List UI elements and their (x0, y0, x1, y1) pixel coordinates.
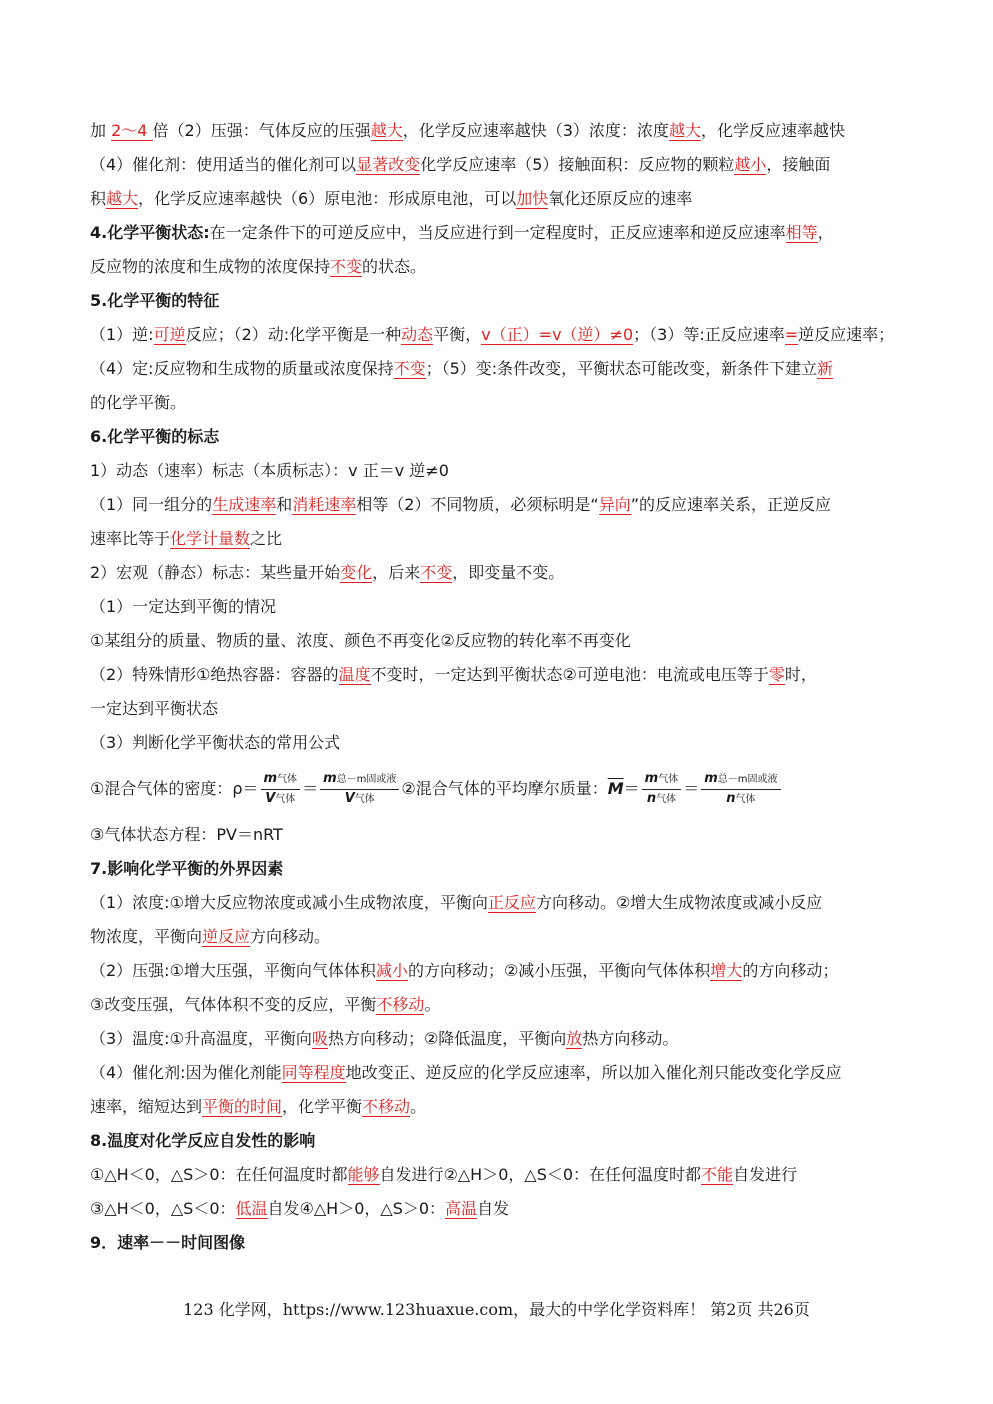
numerator-subscript: 总－m固或液 (336, 774, 397, 785)
text-segment: ＝ (683, 779, 700, 798)
text-line (90, 148, 912, 182)
text-line (90, 1226, 912, 1260)
answer-blank: 加快 (516, 189, 549, 208)
text-segment: 自发 (477, 1199, 510, 1218)
text-line (90, 852, 912, 886)
answer-blank: 异向 (598, 495, 631, 514)
text-segment: 热方向移动；②降低温度，平衡向 (327, 1029, 567, 1048)
text-segment: 的方向移动； (742, 961, 839, 980)
answer-blank: 不移动 (362, 1097, 411, 1116)
answer-blank: 显著改变 (356, 155, 421, 174)
section-heading: 7.影响化学平衡的外界因素 (90, 859, 284, 878)
text-segment: ①某组分的质量、物质的量、浓度、颜色不再变化②反应物的转化率不再变化 (90, 631, 631, 650)
text-segment: （4）定:反应物和生成物的质量或浓度保持 (90, 359, 394, 378)
text-line (90, 954, 912, 988)
text-line (90, 488, 912, 522)
text-line (90, 692, 912, 726)
text-segment: ＝ (623, 779, 640, 798)
answer-blank: 2～4 (111, 121, 153, 140)
numerator-subscript: 总－m固或液 (717, 774, 778, 785)
text-segment: 一定达到平衡状态 (90, 699, 219, 718)
text-segment: ③改变压强，气体体积不变的反应，平衡 (90, 995, 377, 1014)
text-segment: 速率，缩短达到 (90, 1097, 203, 1116)
text-segment: 在一定条件下的可逆反应中，当反应进行到一定程度时，正反应速率和逆反应速率 (209, 223, 786, 242)
text-line (90, 216, 912, 250)
answer-blank: 不能 (701, 1165, 734, 1184)
text-segment: ①混合气体的密度：ρ＝ (90, 779, 259, 798)
text-segment: ；（5）变:条件改变，平衡状态可能改变，新条件下建立 (425, 359, 818, 378)
section-heading: 4.化学平衡状态: (90, 223, 210, 242)
denominator-subscript: 气体 (735, 794, 756, 805)
fraction-denominator: n气体 (646, 791, 677, 806)
text-segment: 反应；（2）动:化学平衡是一种 (185, 325, 402, 344)
answer-blank: 新 (817, 359, 834, 378)
formula-fraction (320, 770, 399, 809)
text-segment: 自发进行②△H＞0，△S＜0：在任何温度时都 (379, 1165, 702, 1184)
answer-blank: 越小 (734, 155, 767, 174)
document-body (90, 114, 912, 1260)
answer-blank: 生成速率 (212, 495, 277, 514)
text-line (90, 1022, 912, 1056)
text-line (90, 920, 912, 954)
text-segment: 加 (90, 121, 112, 140)
page-footer: 123 化学网，https://www.123huaxue.com，最大的中学化学资料库！ 第2页 共26页 (183, 1300, 810, 1319)
answer-blank: = (784, 325, 799, 344)
text-segment: ，接触面 (766, 155, 831, 174)
text-segment: 地改变正、逆反应的化学反应速率，所以加入催化剂只能改变化学反应 (345, 1063, 842, 1082)
text-segment: 反应物的浓度和生成物的浓度保持 (90, 257, 331, 276)
answer-blank: 平衡的时间 (202, 1097, 283, 1116)
text-segment: 的化学平衡。 (90, 393, 187, 412)
text-segment: ①△H＜0，△S＞0：在任何温度时都 (90, 1165, 348, 1184)
text-segment: ，化学反应速率越快（6）原电池：形成原电池，可以 (138, 189, 517, 208)
text-segment: ，后来 (372, 563, 421, 582)
text-segment: 之比 (250, 529, 283, 548)
text-line (90, 1090, 912, 1124)
denominator-subscript: 气体 (656, 794, 677, 805)
text-line (90, 114, 912, 148)
text-line (90, 182, 912, 216)
fraction-denominator: V气体 (344, 791, 375, 806)
text-segment: 倍（2）压强：气体反应的压强 (152, 121, 371, 140)
answer-blank: 吸 (311, 1029, 328, 1048)
answer-blank: 不变 (393, 359, 426, 378)
text-segment: ③△H＜0，△S＜0： (90, 1199, 236, 1218)
answer-blank: 能够 (347, 1165, 380, 1184)
text-segment: 方向移动。②增大生成物浓度或减小反应 (535, 893, 823, 912)
text-segment: （1）一定达到平衡的情况 (90, 597, 277, 616)
text-segment: 的方向移动；②减小压强，平衡向气体体积 (407, 961, 711, 980)
fraction-denominator: V气体 (265, 791, 296, 806)
numerator-subscript: 气体 (658, 774, 679, 785)
text-line (90, 760, 912, 818)
text-segment: （1）逆: (90, 325, 154, 344)
answer-blank: 可逆 (153, 325, 186, 344)
text-line (90, 726, 912, 760)
text-segment: ；（3）等:正反应速率 (633, 325, 785, 344)
text-segment: （4）催化剂:因为催化剂能 (90, 1063, 282, 1082)
answer-blank: 不变 (420, 563, 453, 582)
text-segment: 相等（2）不同物质，必须标明是“ (356, 495, 599, 514)
text-segment: 2）宏观（静态）标志：某些量开始 (90, 563, 341, 582)
answer-blank: 相等 (785, 223, 818, 242)
text-line (90, 1158, 912, 1192)
text-segment: ，化学反应速率越快 (700, 121, 845, 140)
text-segment: 平衡， (433, 325, 482, 344)
answer-blank: 越大 (106, 189, 139, 208)
text-segment: 积 (90, 189, 107, 208)
text-segment: 的状态。 (362, 257, 427, 276)
formula-fraction (701, 770, 780, 809)
text-line (90, 988, 912, 1022)
text-segment: ＝ (302, 779, 319, 798)
answer-blank: 温度 (338, 665, 371, 684)
text-line (90, 1124, 912, 1158)
text-segment: 化学反应速率（5）接触面积：反应物的颗粒 (420, 155, 735, 174)
formula-fraction (261, 770, 301, 809)
text-segment: （1）浓度:①增大反应物浓度或减小生成物浓度，平衡向 (90, 893, 488, 912)
answer-blank: 变化 (340, 563, 373, 582)
section-heading: 5.化学平衡的特征 (90, 291, 220, 310)
text-line (90, 1192, 912, 1226)
text-segment: ， (817, 223, 834, 242)
formula-symbol: $\overline{M}$ (607, 779, 624, 798)
text-segment: 自发进行 (733, 1165, 798, 1184)
section-heading: 9．速率－－时间图像 (90, 1233, 246, 1252)
text-line (90, 658, 912, 692)
text-segment: （3）判断化学平衡状态的常用公式 (90, 733, 341, 752)
answer-blank: 增大 (710, 961, 743, 980)
answer-blank: 正反应 (487, 893, 536, 912)
fraction-numerator: m总－m固或液 (701, 770, 780, 790)
answer-blank: 不变 (330, 257, 363, 276)
denominator-subscript: 气体 (354, 794, 375, 805)
text-segment: 1）动态（速率）标志（本质标志）：v 正＝v 逆≠0 (90, 461, 449, 480)
answer-blank: 逆反应 (202, 927, 251, 946)
text-segment: （1）同一组分的 (90, 495, 213, 514)
text-segment: 和 (276, 495, 293, 514)
text-segment: （4）催化剂：使用适当的催化剂可以 (90, 155, 357, 174)
answer-blank: 减小 (375, 961, 408, 980)
text-line (90, 1056, 912, 1090)
answer-blank: 化学计量数 (170, 529, 251, 548)
text-segment: （3）温度:①升高温度，平衡向 (90, 1029, 312, 1048)
text-line (90, 624, 912, 658)
text-segment: ，化学反应速率越快（3）浓度：浓度 (402, 121, 669, 140)
answer-blank: 越大 (370, 121, 403, 140)
formula-fraction (642, 770, 682, 809)
text-segment: ③气体状态方程：PV＝nRT (90, 825, 283, 844)
text-line (90, 250, 912, 284)
fraction-numerator: m总－m固或液 (320, 770, 399, 790)
text-line (90, 454, 912, 488)
text-segment: 不变时，一定达到平衡状态②可逆电池：电流或电压等于 (370, 665, 769, 684)
text-line (90, 818, 912, 852)
text-segment: ②混合气体的平均摩尔质量： (401, 779, 608, 798)
text-line (90, 386, 912, 420)
text-line (90, 522, 912, 556)
text-line (90, 886, 912, 920)
answer-blank: 零 (768, 665, 785, 684)
fraction-numerator: m气体 (642, 770, 682, 790)
text-segment: 。 (424, 995, 441, 1014)
text-segment: ”的反应速率关系，正逆反应 (630, 495, 832, 514)
section-heading: 6.化学平衡的标志 (90, 427, 220, 446)
fraction-numerator: m气体 (261, 770, 301, 790)
answer-blank: 动态 (401, 325, 434, 344)
answer-blank: 同等程度 (281, 1063, 346, 1082)
answer-blank: 低温 (235, 1199, 268, 1218)
text-segment: ，化学平衡 (282, 1097, 363, 1116)
answer-blank: 消耗速率 (292, 495, 357, 514)
answer-blank: v（正）=v（逆）≠0 (481, 325, 634, 344)
text-segment: （2）压强:①增大压强，平衡向气体体积 (90, 961, 376, 980)
text-segment: 热方向移动。 (582, 1029, 679, 1048)
text-segment: 氧化还原反应的速率 (548, 189, 693, 208)
section-heading: 8.温度对化学反应自发性的影响 (90, 1131, 316, 1150)
text-segment: 速率比等于 (90, 529, 171, 548)
text-line (90, 284, 912, 318)
fraction-denominator: n气体 (726, 791, 756, 806)
text-segment: 物浓度，平衡向 (90, 927, 203, 946)
text-segment: 。 (410, 1097, 427, 1116)
denominator-subscript: 气体 (275, 794, 296, 805)
text-line (90, 590, 912, 624)
text-segment: 逆反应速率； (798, 325, 895, 344)
answer-blank: 越大 (668, 121, 701, 140)
text-line (90, 556, 912, 590)
text-segment: ，即变量不变。 (452, 563, 565, 582)
answer-blank: 高温 (445, 1199, 478, 1218)
text-line (90, 318, 912, 352)
answer-blank: 放 (566, 1029, 583, 1048)
text-segment: （2）特殊情形①绝热容器：容器的 (90, 665, 339, 684)
text-line (90, 420, 912, 454)
text-segment: 时， (784, 665, 817, 684)
text-line (90, 352, 912, 386)
text-segment: 自发④△H＞0，△S＞0： (267, 1199, 446, 1218)
answer-blank: 不移动 (376, 995, 425, 1014)
text-segment: 方向移动。 (250, 927, 331, 946)
numerator-subscript: 气体 (277, 774, 298, 785)
